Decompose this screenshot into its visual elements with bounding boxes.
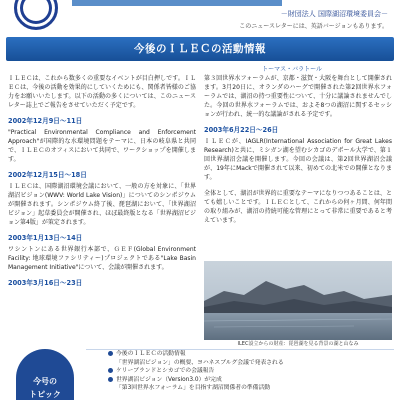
- topic-item-text: 「世界湖沼ビジョン」の概要、ヨハネスブルグ会議で発表される: [116, 359, 284, 366]
- topic-item: [108, 384, 394, 393]
- topic-item-text: ケリーブランドとシカゴでの会議報告: [116, 368, 215, 375]
- header-band: [72, 0, 282, 6]
- article-title-banner: [6, 37, 394, 61]
- edition-note: このニュースレターには、英語バージョンもあります。: [239, 23, 388, 30]
- topic-item-text: 世界湖沼ビジョン（Version3.0）が完成: [116, 376, 222, 383]
- event-text-2: ＩＬＥＣは、国際湖沼環境会議において、一般の方を対象に、「世界湖沼ビジョン(WWV: World Lake Vision)」についてのシンポジウムが開催されます。シンポジウム終了後、琵琶湖において、「世界湖沼ビジョン」起草委員会が開催され、ほぼ最終版となる「世界湖沼ビジョン第4版」が策定されます。: [8, 183, 196, 226]
- bullet-icon: [108, 368, 113, 373]
- event-date-4: 2003年3月16日～23日: [8, 279, 83, 287]
- author-byline: トーマス・バラトール: [262, 66, 322, 73]
- event-text-4: 第３回世界水フォーラムが、京都・滋賀・大阪を舞台として開催されます。3月20日に、オランダのハーグで開催された第2回世界水フォーラムでは、湖沼の持つ重要性について、十分に議論されませんでした。今回の世界水フォーラムでは、およそ8つの湖沼に関するセッションが行われ、統一的な議論がされる予定です。: [204, 75, 392, 118]
- topics-label: [16, 375, 74, 400]
- bullet-icon: [108, 351, 113, 356]
- topic-item-text: 今後のＩＬＥＣの活動情報: [116, 351, 186, 357]
- right-column: [204, 74, 392, 232]
- topic-item: [108, 367, 394, 376]
- topic-item: [108, 359, 394, 368]
- photo-caption: ILEC設立からの財産：琵琶湖を見る背景の湖と山なみ: [237, 341, 359, 347]
- topics-label-line1: 今号の: [33, 377, 57, 386]
- lake-photo: [204, 261, 392, 340]
- organization-name: －財団法人 国際湖沼環境委員会－: [280, 10, 388, 18]
- event-text-3: ワシントンにある世界銀行本部で、ＧＥＦ(Global Environment Facility: 地球環境ファシリティー)プロジェクトである"Lake Basin Management Initiative"について、会議が開催されます。: [8, 246, 196, 271]
- event-date-1: 2002年12月9日～11日: [8, 117, 83, 125]
- event-text-5: ＩＬＥＣが、IAGLR(International Association for Great Lakes Research)と共に、ミシガン湖を望むシカゴのデポール大学で、第１回世界湖沼会議を開催します。今回の会議は、第2回世界湖沼会議が、19年にMackで開催されて以来、初めての北米での開催となります。: [204, 138, 392, 181]
- event-date-5: 2003年6月22日～26日: [204, 126, 279, 134]
- left-column: [8, 74, 196, 290]
- event-date-3: 2003年1月13日～14日: [8, 234, 83, 242]
- ilec-logo-icon: [14, 0, 58, 30]
- intro-paragraph: ＩＬＥＣは、これから数多くの重要なイベントが目白押しです。ＩＬＥＣは、今後の活動を効果的にしていくためにも、関係者皆様のご協力をお願いいたします。以下の活動の多くについては、このニュースレター誌上でご報告をさせていただく予定です。: [8, 75, 196, 109]
- topic-item: [108, 376, 394, 385]
- event-text-1: "Practical Environmental Compliance and Enforcement Approach"が国際的な水環境問題をテーマに、日本の岐阜県と共同で、ＩＬＥＣのオフィスにおいて共同で、ワークショップを開催します。: [8, 129, 196, 163]
- event-date-2: 2002年12月15日～18日: [8, 171, 87, 179]
- topic-item: [108, 350, 394, 359]
- topics-label-line2: トピック: [29, 390, 61, 399]
- topic-item-text: 「第3回世界水フォーラム」を目指す湖沼関係者の準備活動: [116, 385, 271, 392]
- topics-list: [108, 350, 394, 393]
- closing-paragraph: 全体として、湖沼が世界的に重要なテーマになりつつあることは、とても嬉しいことです。ＩＬＥＣとして、これからの何ヶ月間、何年間の取り組みが、湖沼の持続可能な管理にとって非常に重要であると考えています。: [204, 190, 392, 224]
- page-header: [0, 0, 400, 30]
- bullet-icon: [108, 377, 113, 382]
- article-title: 今後のＩＬＥＣの活動情報: [134, 43, 266, 55]
- lake-landscape-image: [204, 261, 392, 340]
